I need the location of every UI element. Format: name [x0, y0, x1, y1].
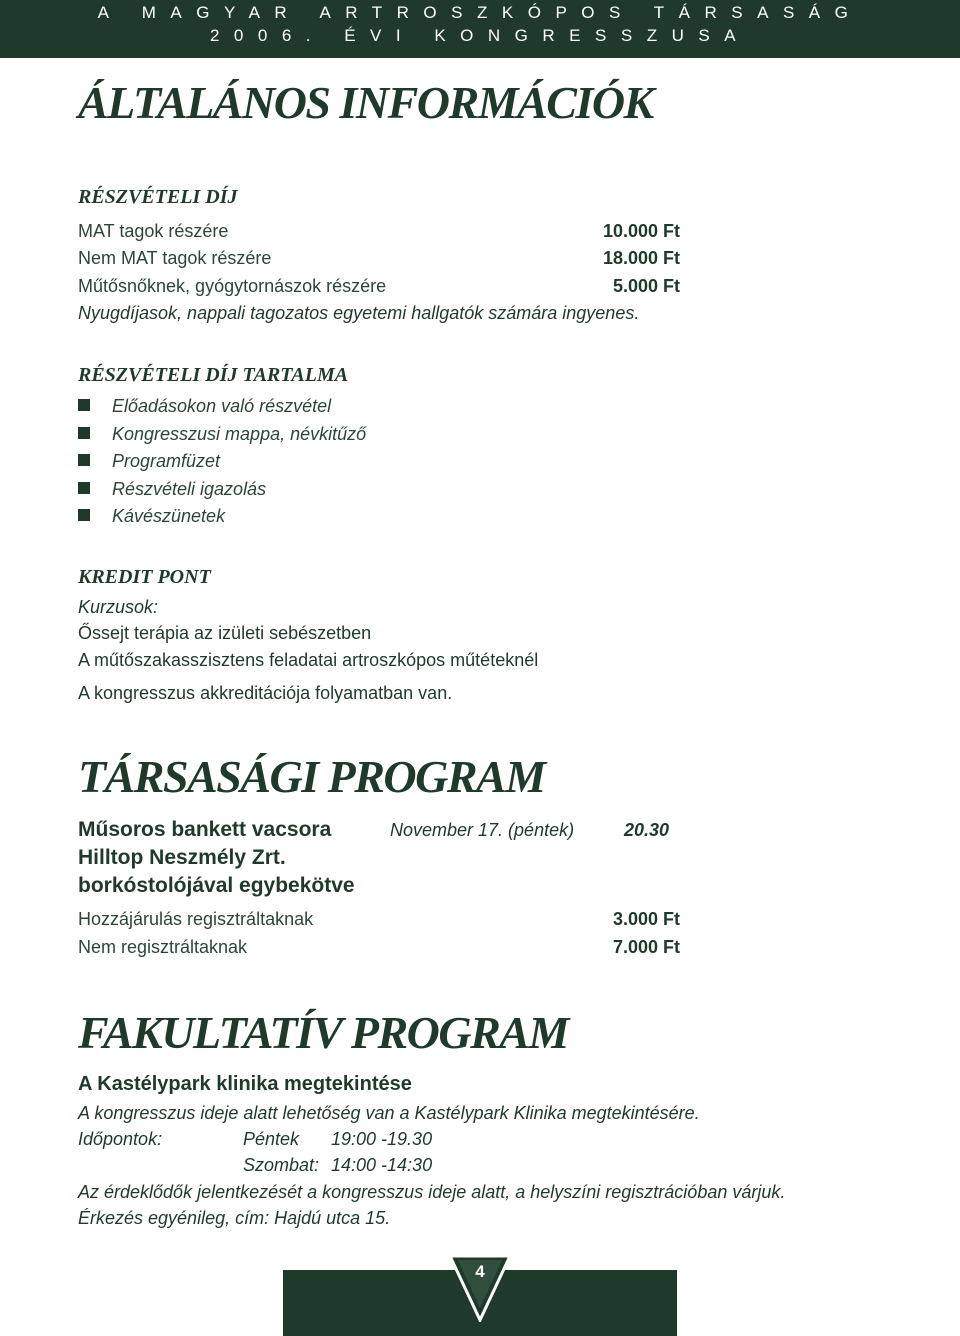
social-fee-price-unregistered: 7.000 Ft: [612, 937, 680, 957]
list-item: Programfüzet: [78, 451, 220, 472]
fee-label-non-mat: Nem MAT tagok részére: [78, 248, 272, 268]
optional-intro: A kongresszus ideje alatt lehetőség van a Kastélypark Klinika megtekintésére.: [78, 1103, 700, 1123]
fee-includes-title: RÉSZVÉTELI DÍJ TARTALMA: [78, 364, 349, 386]
event-time: 20.30: [624, 820, 670, 840]
list-item: Kongresszusi mappa, névkitűző: [78, 424, 366, 445]
event-venue: Hilltop Neszmély Zrt.: [78, 846, 286, 869]
course-item: Őssejt terápia az izületi sebészetben: [78, 623, 372, 643]
fee-price-nurses: 5.000 Ft: [612, 276, 680, 296]
event-name: Műsoros bankett vacsora: [78, 818, 332, 841]
event-note: borkóstolójával egybekötve: [78, 874, 355, 897]
social-fee-price-registered: 3.000 Ft: [612, 909, 680, 929]
times-label: Időpontok:: [78, 1129, 163, 1149]
event-date: November 17. (péntek): [390, 820, 575, 840]
courses-label: Kurzusok:: [78, 597, 159, 617]
fee-label-mat: MAT tagok részére: [78, 221, 229, 241]
social-program-title: TÁRSASÁGI PROGRAM: [78, 751, 545, 802]
list-item: Kávészünetek: [78, 506, 225, 527]
address-note: Érkezés egyénileg, cím: Hajdú utca 15.: [78, 1208, 391, 1228]
list-item: Előadásokon való részvétel: [78, 396, 331, 417]
time-slot: 14:00 -14:30: [331, 1155, 433, 1175]
course-item: A műtőszakasszisztens feladatai artroszkópos műtéteknél: [78, 650, 539, 670]
fee-section-title: RÉSZVÉTELI DÍJ: [78, 186, 238, 208]
square-bullet-icon: [78, 509, 90, 521]
page-number: 4: [475, 1262, 485, 1281]
fee-label-nurses: Műtősnőknek, gyógytornászok részére: [78, 276, 387, 296]
square-bullet-icon: [78, 427, 90, 439]
accreditation-note: A kongresszus akkreditációja folyamatban van.: [78, 683, 453, 703]
square-bullet-icon: [78, 482, 90, 494]
time-day: Péntek: [243, 1129, 300, 1149]
list-item: Részvételi igazolás: [78, 479, 266, 500]
social-fee-label-unregistered: Nem regisztráltaknak: [78, 937, 248, 957]
square-bullet-icon: [78, 399, 90, 411]
general-info-title: ÁLTALÁNOS INFORMÁCIÓK: [78, 77, 653, 128]
time-slot: 19:00 -19.30: [331, 1129, 433, 1149]
header-bar: [0, 0, 960, 58]
time-day: Szombat:: [243, 1155, 320, 1175]
square-bullet-icon: [78, 454, 90, 466]
social-fee-label-registered: Hozzájárulás regisztráltaknak: [78, 909, 314, 929]
registration-note: Az érdeklődők jelentkezését a kongresszus ideje alatt, a helyszíni regisztrációban várjuk.: [78, 1182, 786, 1202]
fee-price-non-mat: 18.000 Ft: [602, 248, 680, 268]
optional-program-title: FAKULTATÍV PROGRAM: [78, 1007, 568, 1058]
optional-subtitle: A Kastélypark klinika megtekintése: [78, 1073, 412, 1095]
header-line-1: A MAGYAR ARTROSZKÓPOS TÁRSASÁG: [97, 3, 863, 22]
fee-free-note: Nyugdíjasok, nappali tagozatos egyetemi hallgatók számára ingyenes.: [78, 303, 640, 323]
credit-title: KREDIT PONT: [78, 566, 211, 588]
header-line-2: 2006. ÉVI KONGRESSZUSA: [209, 26, 751, 45]
fee-price-mat: 10.000 Ft: [602, 221, 680, 241]
